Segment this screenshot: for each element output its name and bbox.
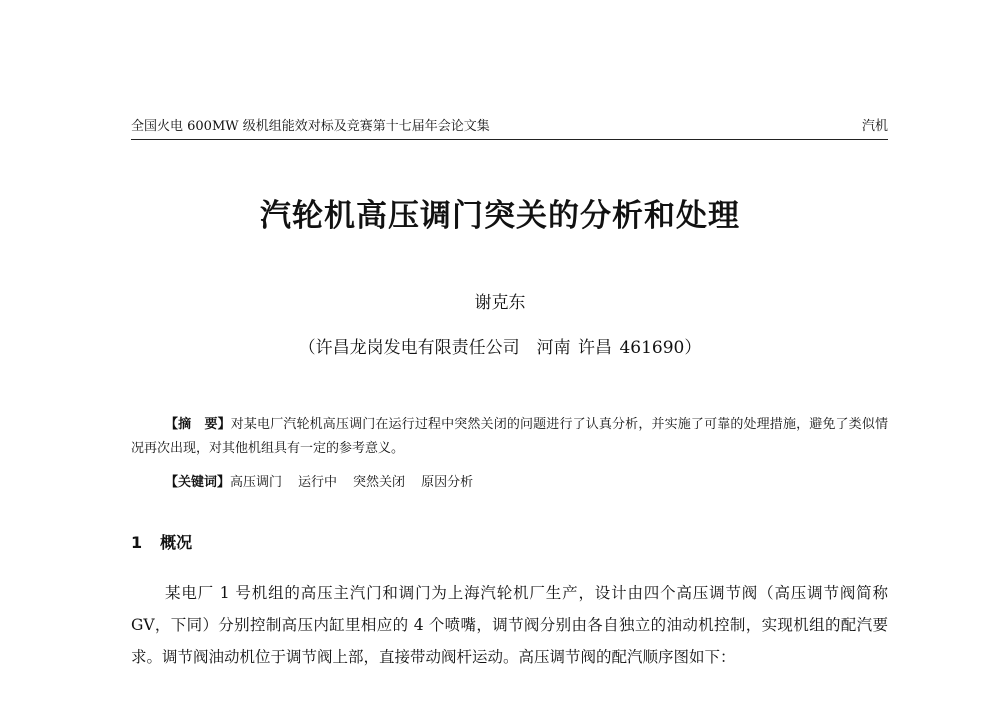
abstract-label: 【摘 要】 <box>165 417 231 432</box>
keywords-label: 【关键词】 <box>165 475 231 490</box>
running-header <box>131 117 888 137</box>
paper-title: 汽轮机高压调门突关的分析和处理 <box>260 198 740 234</box>
abstract-text: 对某电厂汽轮机高压调门在运行过程中突然关闭的问题进行了认真分析，并实施了可靠的处理措施，避免了类似情况再次出现，对其他机组具有一定的参考意义。 <box>131 417 888 456</box>
section-heading <box>131 531 192 555</box>
section-number: 1 <box>131 533 143 552</box>
body-paragraph: 某电厂 1 号机组的高压主汽门和调门为上海汽轮机厂生产，设计由四个高压调节阀（高压调节阀简称 GV，下同）分别控制高压内缸里相应的 4 个喷嘴，调节阀分别由各自独立的油动机控制，实现机组的配汽要求。调节阀油动机位于调节阀上部，直接带动阀杆运动。高压调节阀的配汽顺序图如下： <box>131 584 888 666</box>
keyword-item: 原因分析 <box>421 475 474 490</box>
keyword-item: 突然关闭 <box>353 475 406 490</box>
proceedings-title: 全国火电 600MW 级机组能效对标及竞赛第十七届年会论文集 <box>131 119 490 134</box>
author-affiliation: （许昌龙岗发电有限责任公司 河南 许昌 461690） <box>298 338 702 358</box>
section-title: 概况 <box>160 533 193 552</box>
keyword-item: 运行中 <box>298 475 338 490</box>
keywords <box>165 471 888 495</box>
header-divider <box>131 139 888 140</box>
keyword-item: 高压调门 <box>230 475 283 490</box>
section-tag: 汽机 <box>861 119 888 134</box>
abstract <box>131 413 888 461</box>
author-name: 谢克东 <box>474 293 526 313</box>
